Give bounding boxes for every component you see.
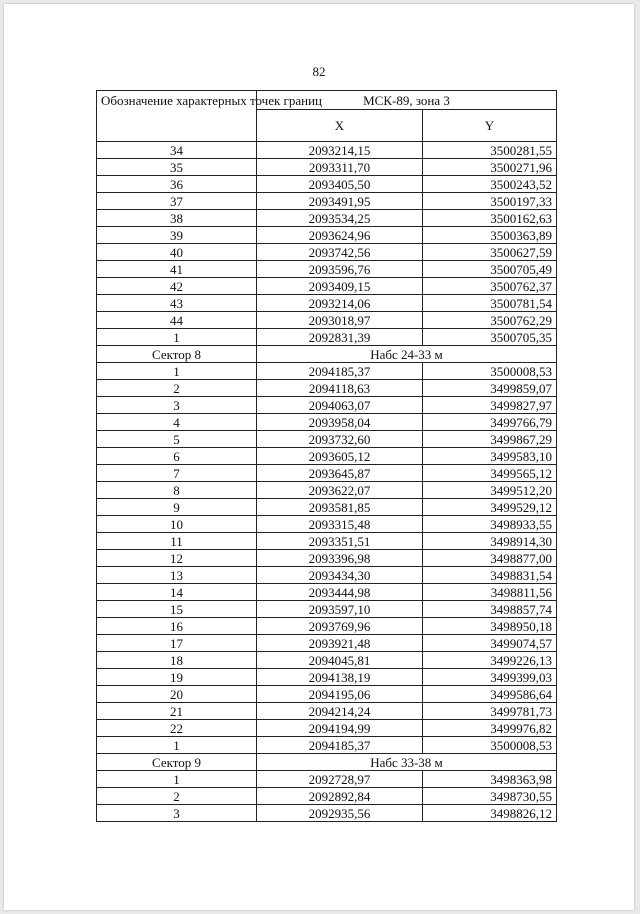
y-coordinate: 3499976,82 bbox=[423, 720, 557, 737]
point-number: 9 bbox=[97, 499, 257, 516]
point-number: 1 bbox=[97, 363, 257, 380]
table-row bbox=[97, 210, 557, 227]
point-number: 20 bbox=[97, 686, 257, 703]
table-row bbox=[97, 159, 557, 176]
table-row bbox=[97, 261, 557, 278]
sector-row bbox=[97, 346, 557, 363]
point-number: 18 bbox=[97, 652, 257, 669]
y-coordinate: 3500008,53 bbox=[423, 363, 557, 380]
x-coordinate: 2093405,50 bbox=[257, 176, 423, 193]
point-number: 1 bbox=[97, 737, 257, 754]
y-coordinate: 3498811,56 bbox=[423, 584, 557, 601]
table-row bbox=[97, 601, 557, 618]
y-coordinate: 3500008,53 bbox=[423, 737, 557, 754]
table-row bbox=[97, 533, 557, 550]
table-row bbox=[97, 788, 557, 805]
point-number: 4 bbox=[97, 414, 257, 431]
point-number: 42 bbox=[97, 278, 257, 295]
x-coordinate: 2093921,48 bbox=[257, 635, 423, 652]
table-row bbox=[97, 227, 557, 244]
point-number: 44 bbox=[97, 312, 257, 329]
x-coordinate: 2093409,15 bbox=[257, 278, 423, 295]
y-coordinate: 3500705,49 bbox=[423, 261, 557, 278]
x-coordinate: 2093645,87 bbox=[257, 465, 423, 482]
table-row bbox=[97, 329, 557, 346]
table-row bbox=[97, 669, 557, 686]
x-coordinate: 2092935,56 bbox=[257, 805, 423, 822]
y-coordinate: 3499586,64 bbox=[423, 686, 557, 703]
y-coordinate: 3498857,74 bbox=[423, 601, 557, 618]
header-row-top bbox=[97, 91, 557, 110]
point-number: 16 bbox=[97, 618, 257, 635]
table-row bbox=[97, 176, 557, 193]
table-row bbox=[97, 499, 557, 516]
point-number: 3 bbox=[97, 397, 257, 414]
sector-height: Набс 33-38 м bbox=[257, 754, 557, 771]
y-coordinate: 3500271,96 bbox=[423, 159, 557, 176]
x-coordinate: 2093732,60 bbox=[257, 431, 423, 448]
table-row bbox=[97, 397, 557, 414]
table-row bbox=[97, 635, 557, 652]
y-coordinate: 3499512,20 bbox=[423, 482, 557, 499]
x-coordinate: 2094195,06 bbox=[257, 686, 423, 703]
x-coordinate: 2093622,07 bbox=[257, 482, 423, 499]
sector-name: Сектор 8 bbox=[97, 346, 257, 363]
point-number: 22 bbox=[97, 720, 257, 737]
y-coordinate: 3500762,29 bbox=[423, 312, 557, 329]
point-number: 34 bbox=[97, 142, 257, 159]
x-coordinate: 2093605,12 bbox=[257, 448, 423, 465]
table-row bbox=[97, 720, 557, 737]
table-row bbox=[97, 618, 557, 635]
table-row bbox=[97, 312, 557, 329]
point-number: 3 bbox=[97, 805, 257, 822]
x-coordinate: 2093351,51 bbox=[257, 533, 423, 550]
y-coordinate: 3499074,57 bbox=[423, 635, 557, 652]
x-coordinate: 2093769,96 bbox=[257, 618, 423, 635]
table-row bbox=[97, 193, 557, 210]
point-number: 15 bbox=[97, 601, 257, 618]
y-coordinate: 3500781,54 bbox=[423, 295, 557, 312]
x-coordinate: 2093434,30 bbox=[257, 567, 423, 584]
point-number: 12 bbox=[97, 550, 257, 567]
y-coordinate: 3498950,18 bbox=[423, 618, 557, 635]
x-coordinate: 2094063,07 bbox=[257, 397, 423, 414]
x-column-header: X bbox=[257, 110, 423, 142]
point-number: 13 bbox=[97, 567, 257, 584]
point-number: 2 bbox=[97, 380, 257, 397]
x-coordinate: 2093491,95 bbox=[257, 193, 423, 210]
sector-row bbox=[97, 754, 557, 771]
x-coordinate: 2093742,56 bbox=[257, 244, 423, 261]
y-coordinate: 3500363,89 bbox=[423, 227, 557, 244]
point-number: 7 bbox=[97, 465, 257, 482]
sector-height: Набс 24-33 м bbox=[257, 346, 557, 363]
point-number: 36 bbox=[97, 176, 257, 193]
document-page bbox=[4, 4, 634, 910]
y-coordinate: 3498363,98 bbox=[423, 771, 557, 788]
point-column-header: Обозначение характерных точек границ bbox=[97, 91, 257, 142]
x-coordinate: 2094045,81 bbox=[257, 652, 423, 669]
table-row bbox=[97, 737, 557, 754]
table-row bbox=[97, 380, 557, 397]
y-column-header: Y bbox=[423, 110, 557, 142]
sector-name: Сектор 9 bbox=[97, 754, 257, 771]
point-number: 8 bbox=[97, 482, 257, 499]
y-coordinate: 3498831,54 bbox=[423, 567, 557, 584]
table-row bbox=[97, 295, 557, 312]
table-row bbox=[97, 805, 557, 822]
x-coordinate: 2093624,96 bbox=[257, 227, 423, 244]
point-number: 39 bbox=[97, 227, 257, 244]
point-number: 6 bbox=[97, 448, 257, 465]
y-coordinate: 3499827,97 bbox=[423, 397, 557, 414]
x-coordinate: 2093596,76 bbox=[257, 261, 423, 278]
y-coordinate: 3500243,52 bbox=[423, 176, 557, 193]
y-coordinate: 3500627,59 bbox=[423, 244, 557, 261]
point-number: 21 bbox=[97, 703, 257, 720]
point-number: 43 bbox=[97, 295, 257, 312]
x-coordinate: 2092831,39 bbox=[257, 329, 423, 346]
table-row bbox=[97, 771, 557, 788]
y-coordinate: 3499766,79 bbox=[423, 414, 557, 431]
table-row bbox=[97, 465, 557, 482]
x-coordinate: 2093396,98 bbox=[257, 550, 423, 567]
y-coordinate: 3499583,10 bbox=[423, 448, 557, 465]
x-coordinate: 2094138,19 bbox=[257, 669, 423, 686]
table-row bbox=[97, 686, 557, 703]
y-coordinate: 3499226,13 bbox=[423, 652, 557, 669]
y-coordinate: 3498914,30 bbox=[423, 533, 557, 550]
x-coordinate: 2094185,37 bbox=[257, 737, 423, 754]
x-coordinate: 2093958,04 bbox=[257, 414, 423, 431]
table-row bbox=[97, 414, 557, 431]
point-number: 11 bbox=[97, 533, 257, 550]
x-coordinate: 2092728,97 bbox=[257, 771, 423, 788]
point-number: 37 bbox=[97, 193, 257, 210]
table-row bbox=[97, 431, 557, 448]
coordinates-table bbox=[96, 90, 557, 822]
y-coordinate: 3499399,03 bbox=[423, 669, 557, 686]
point-number: 35 bbox=[97, 159, 257, 176]
table-row bbox=[97, 482, 557, 499]
table-row bbox=[97, 142, 557, 159]
point-number: 38 bbox=[97, 210, 257, 227]
table-row bbox=[97, 652, 557, 669]
y-coordinate: 3499781,73 bbox=[423, 703, 557, 720]
y-coordinate: 3500197,33 bbox=[423, 193, 557, 210]
point-number: 17 bbox=[97, 635, 257, 652]
y-coordinate: 3500162,63 bbox=[423, 210, 557, 227]
point-number: 10 bbox=[97, 516, 257, 533]
point-number: 2 bbox=[97, 788, 257, 805]
table-row bbox=[97, 278, 557, 295]
y-coordinate: 3500762,37 bbox=[423, 278, 557, 295]
point-number: 5 bbox=[97, 431, 257, 448]
x-coordinate: 2093581,85 bbox=[257, 499, 423, 516]
x-coordinate: 2093311,70 bbox=[257, 159, 423, 176]
x-coordinate: 2093444,98 bbox=[257, 584, 423, 601]
x-coordinate: 2094185,37 bbox=[257, 363, 423, 380]
table-row bbox=[97, 244, 557, 261]
table-row bbox=[97, 363, 557, 380]
y-coordinate: 3500281,55 bbox=[423, 142, 557, 159]
coordinate-system-header: МСК-89, зона 3 bbox=[257, 91, 557, 110]
x-coordinate: 2093315,48 bbox=[257, 516, 423, 533]
table-row bbox=[97, 567, 557, 584]
y-coordinate: 3499529,12 bbox=[423, 499, 557, 516]
y-coordinate: 3498877,00 bbox=[423, 550, 557, 567]
point-number: 14 bbox=[97, 584, 257, 601]
point-number: 40 bbox=[97, 244, 257, 261]
point-number: 1 bbox=[97, 329, 257, 346]
x-coordinate: 2092892,84 bbox=[257, 788, 423, 805]
point-number: 41 bbox=[97, 261, 257, 278]
point-number: 19 bbox=[97, 669, 257, 686]
y-coordinate: 3499867,29 bbox=[423, 431, 557, 448]
y-coordinate: 3500705,35 bbox=[423, 329, 557, 346]
x-coordinate: 2094214,24 bbox=[257, 703, 423, 720]
y-coordinate: 3498933,55 bbox=[423, 516, 557, 533]
x-coordinate: 2093534,25 bbox=[257, 210, 423, 227]
x-coordinate: 2093597,10 bbox=[257, 601, 423, 618]
table-row bbox=[97, 703, 557, 720]
table-row bbox=[97, 584, 557, 601]
table-row bbox=[97, 516, 557, 533]
y-coordinate: 3499565,12 bbox=[423, 465, 557, 482]
y-coordinate: 3498826,12 bbox=[423, 805, 557, 822]
x-coordinate: 2093214,06 bbox=[257, 295, 423, 312]
x-coordinate: 2093018,97 bbox=[257, 312, 423, 329]
point-number: 1 bbox=[97, 771, 257, 788]
x-coordinate: 2094194,99 bbox=[257, 720, 423, 737]
x-coordinate: 2094118,63 bbox=[257, 380, 423, 397]
table-row bbox=[97, 448, 557, 465]
table-body bbox=[97, 142, 557, 822]
page-number: 82 bbox=[312, 64, 326, 79]
x-coordinate: 2093214,15 bbox=[257, 142, 423, 159]
y-coordinate: 3499859,07 bbox=[423, 380, 557, 397]
table-row bbox=[97, 550, 557, 567]
y-coordinate: 3498730,55 bbox=[423, 788, 557, 805]
